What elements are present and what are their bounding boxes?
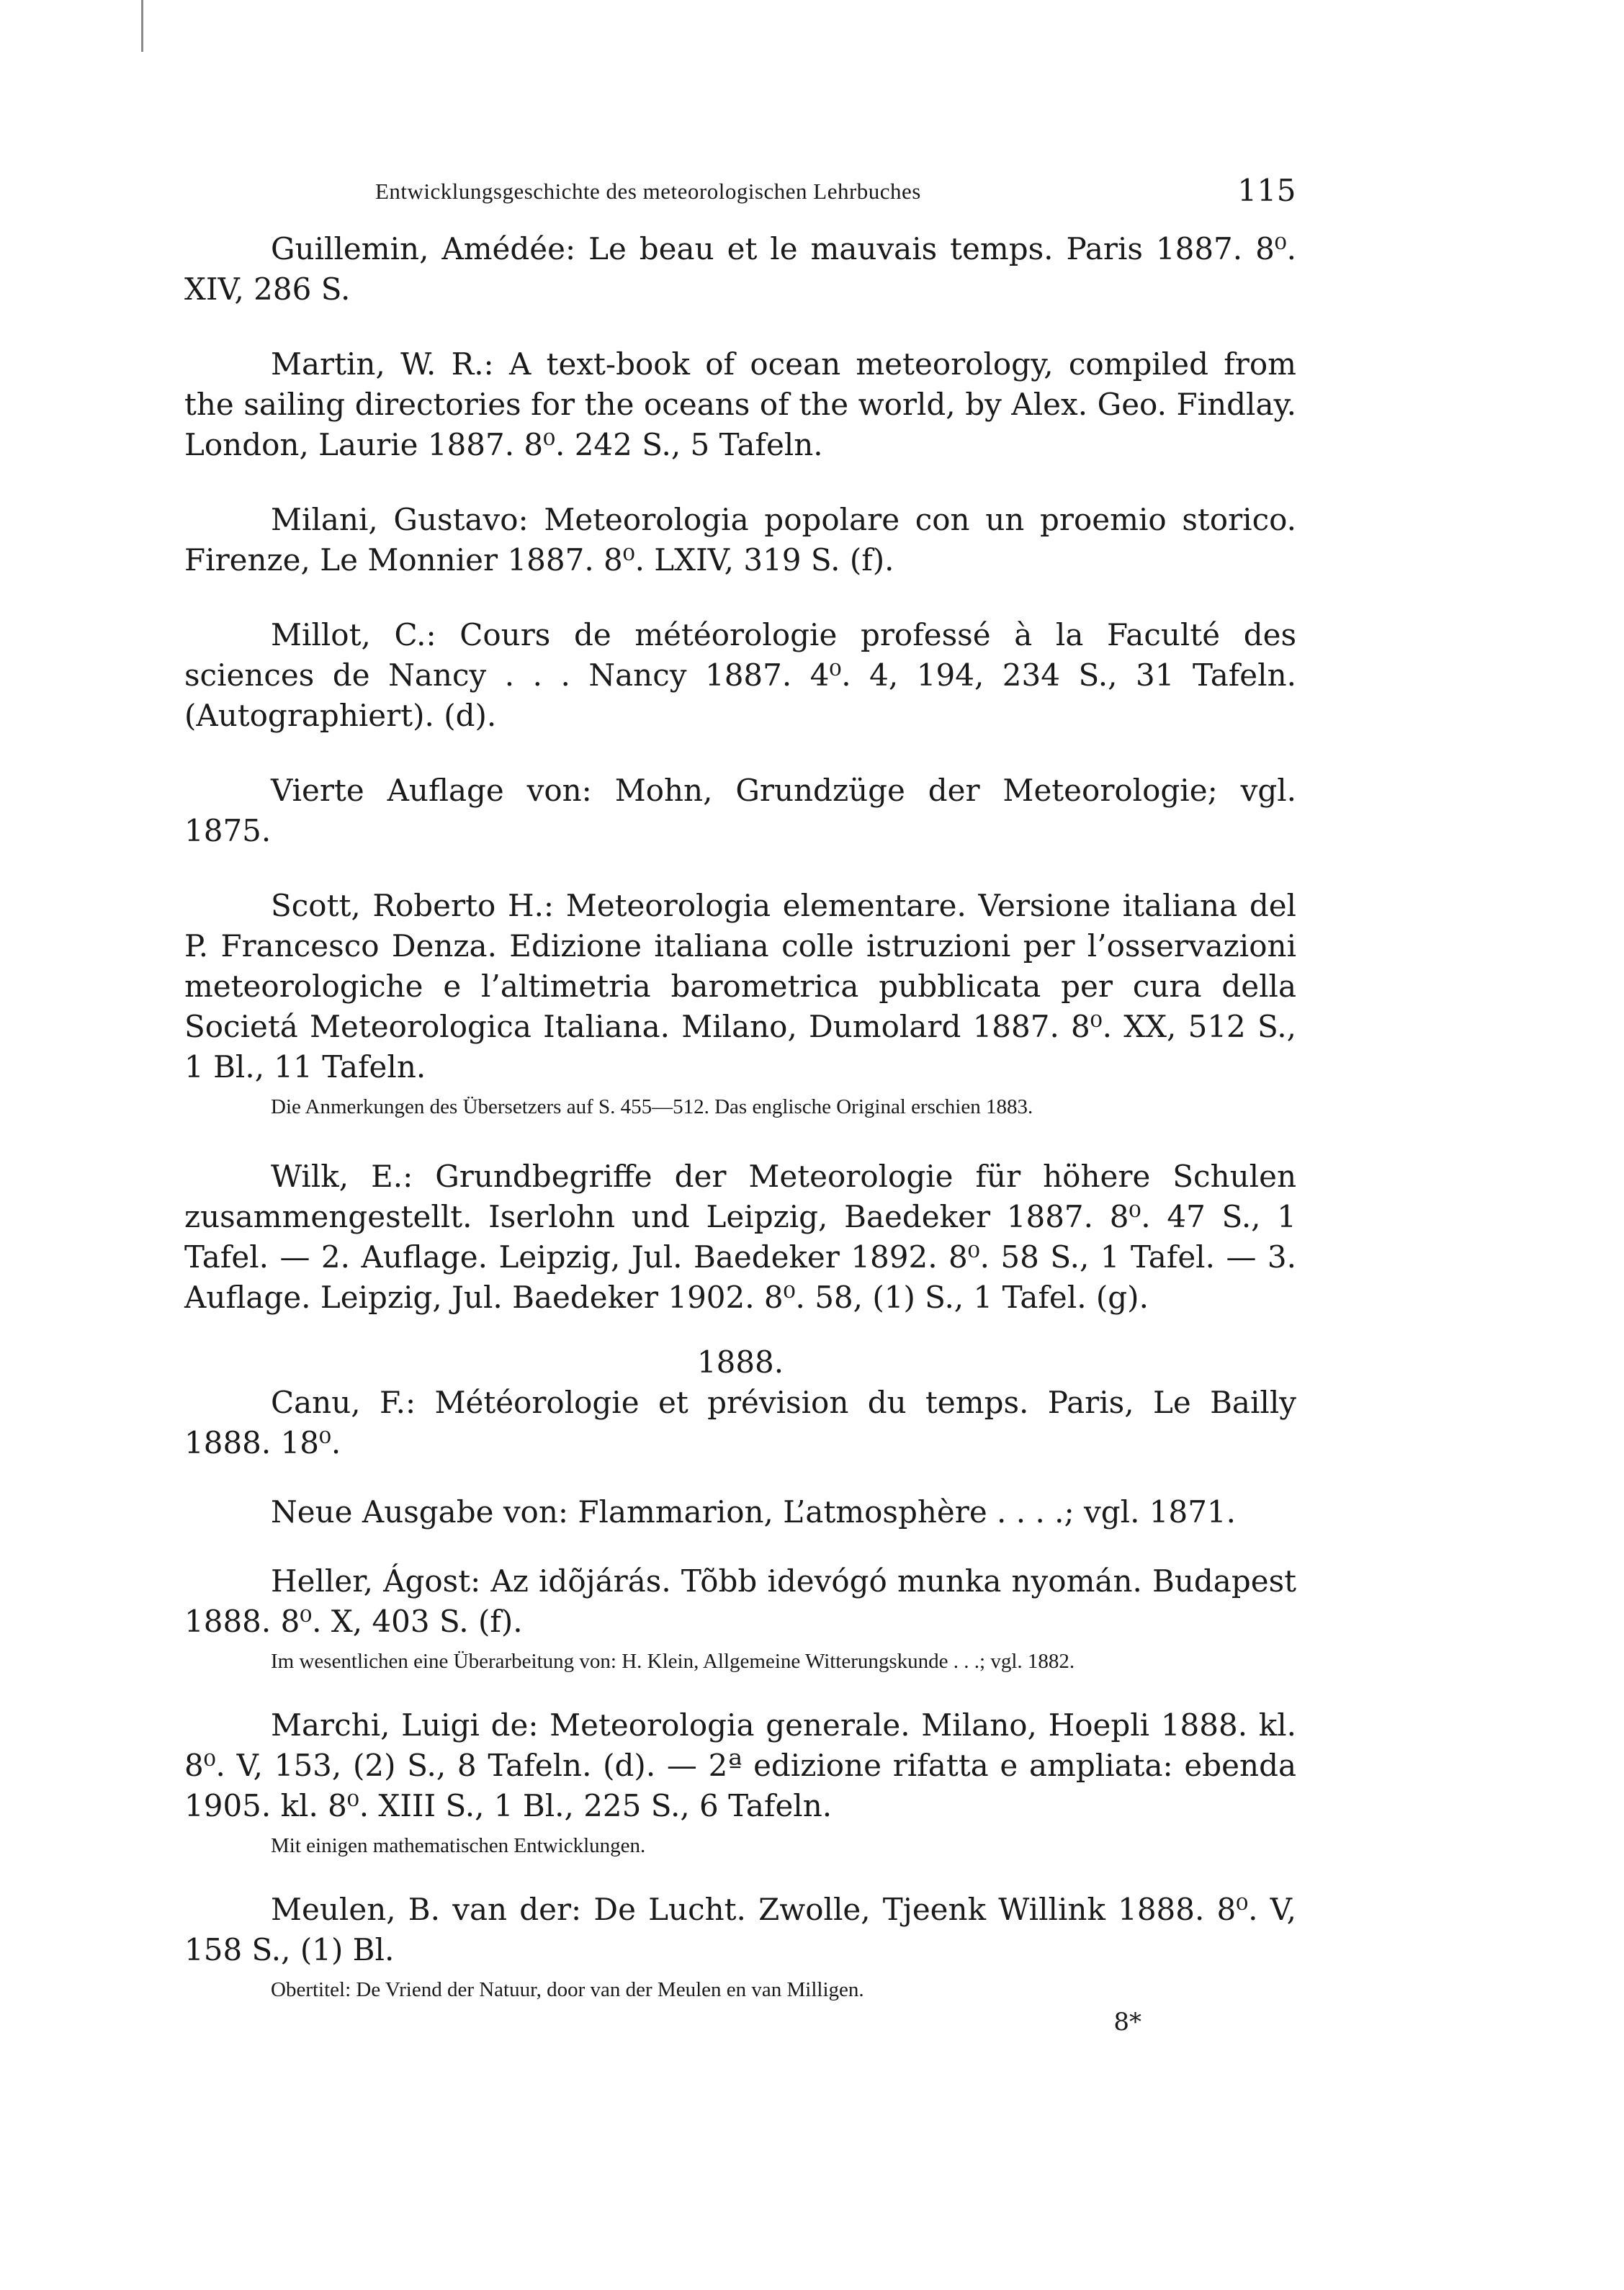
year-heading-1888: 1888. xyxy=(696,1344,784,1380)
running-header xyxy=(184,173,1296,216)
bib-entry-guillemin: Guillemin, Amédée: Le beau et le mauvais temps. Paris 1887. 8⁰. XIV, 286 S. xyxy=(184,231,1296,307)
bib-entry-milani: Milani, Gustavo: Meteorologia popolare con un proemio storico. Firenze, Le Monnier 1887. 8⁰. LXIV, 319 S. (f). xyxy=(184,502,1296,578)
bib-entry-vierte-auflage: Vierte Auflage von: Mohn, Grundzüge der Meteorologie; vgl. 1875. xyxy=(184,773,1296,848)
bib-note-heller: Im wesentlichen eine Überarbeitung von: H. Klein, Allgemeine Witterungskunde . . .; vgl. 1882. xyxy=(271,1650,1075,1673)
signature-mark: 8* xyxy=(1113,2008,1141,2037)
running-title: Entwicklungsgeschichte des meteorologischen Lehrbuches xyxy=(375,179,921,204)
bib-entry-meulen: Meulen, B. van der: De Lucht. Zwolle, Tjeenk Willink 1888. 8⁰. V, 158 S., (1) Bl. xyxy=(184,1892,1296,1967)
bib-entry-millot: Millot, C.: Cours de météorologie professé à la Faculté des sciences de Nancy . . . Nancy 1887. 4⁰. 4, 194, 234 S., 31 Tafeln. (Autographiert). (d). xyxy=(184,617,1296,733)
bib-note-meulen: Obertitel: De Vriend der Natuur, door van der Meulen en van Milligen. xyxy=(271,1978,864,2001)
bib-note-marchi: Mit einigen mathematischen Entwicklungen. xyxy=(271,1834,646,1857)
page-number: 115 xyxy=(1237,173,1296,208)
bib-entry-wilk: Wilk, E.: Grundbegriffe der Meteorologie für höhere Schulen zusammengestellt. Iserlohn und Leipzig, Baedeker 1887. 8⁰. 47 S., 1 Tafel. — 2. Auflage. Leipzig, Jul. Baedeker 1892. 8⁰. 58 S., 1 Tafel. — 3. Auflage. Leipzig, Jul. Baedeker 1902. 8⁰. 58, (1) S., 1 Tafel. (g). xyxy=(184,1159,1296,1315)
scan-edge-line xyxy=(141,0,143,52)
bib-entry-heller: Heller, Ágost: Az idõjárás. Tõbb idevógó munka nyomán. Budapest 1888. 8⁰. X, 403 S. (f). xyxy=(184,1563,1296,1639)
bib-entry-canu: Canu, F.: Météorologie et prévision du temps. Paris, Le Bailly 1888. 18⁰. xyxy=(184,1385,1296,1460)
bib-note-scott: Die Anmerkungen des Übersetzers auf S. 455—512. Das englische Original erschien 1883. xyxy=(271,1095,1033,1118)
bib-entry-marchi: Marchi, Luigi de: Meteorologia generale. Milano, Hoepli 1888. kl. 8⁰. V, 153, (2) S., 8 Tafeln. (d). — 2ª edizione rifatta e ampliata: ebenda 1905. kl. 8⁰. XIII S., 1 Bl., 225 S., 6 Tafeln. xyxy=(184,1707,1296,1823)
bib-entry-neue-ausgabe: Neue Ausgabe von: Flammarion, L’atmosphère . . . .; vgl. 1871. xyxy=(271,1494,1237,1530)
page xyxy=(184,173,1296,2037)
bib-entry-scott: Scott, Roberto H.: Meteorologia elementare. Versione italiana del P. Francesco Denza. Edizione italiana colle istruzioni per l’osservazioni meteorologiche e l’altimetria barometrica pubblicata per cura della Societá Meteorologica Italiana. Milano, Dumolard 1887. 8⁰. XX, 512 S., 1 Bl., 11 Tafeln. xyxy=(184,888,1296,1085)
bib-entry-martin: Martin, W. R.: A text-book of ocean meteorology, compiled from the sailing directories for the oceans of the world, by Alex. Geo. Findlay. London, Laurie 1887. 8⁰. 242 S., 5 Tafeln. xyxy=(184,346,1296,462)
